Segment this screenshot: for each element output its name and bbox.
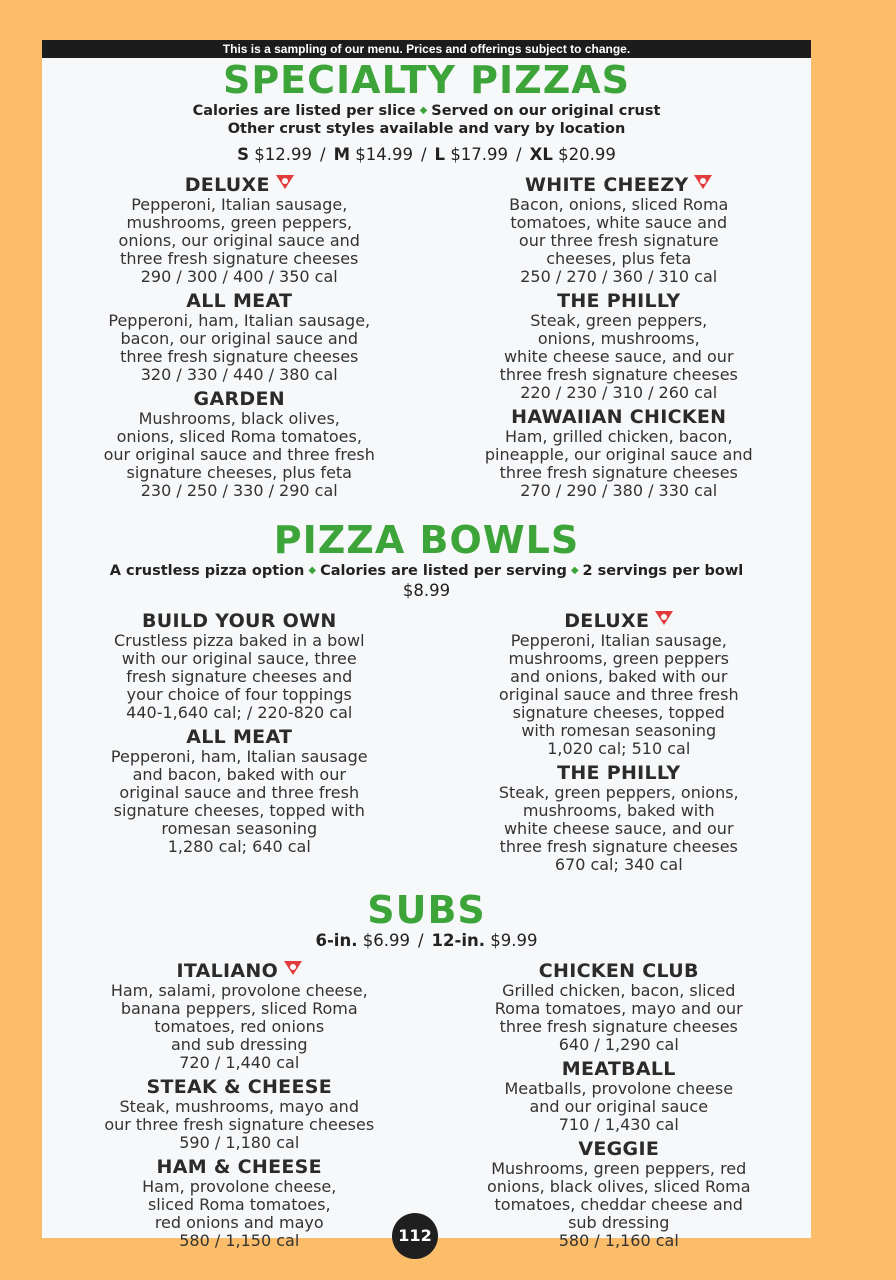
item-calories: 440-1,640 cal; / 220-820 cal [126,703,353,722]
item-description: Ham, grilled chicken, bacon, pineapple, our original sauce and three fresh signature cheeses [484,427,753,482]
diamond-icon: ◆ [570,565,579,576]
item-description: Mushrooms, green peppers, red onions, black olives, sliced Roma tomatoes, cheddar cheese and sub dressing [486,1159,751,1232]
menu-item [52,1076,427,1152]
item-name: GARDEN [193,388,285,410]
item-calories: 290 / 300 / 400 / 350 cal [140,267,338,286]
item-name: ITALIANO [176,960,279,982]
diamond-icon: ◆ [419,105,428,116]
section-subtitle [42,102,811,120]
size-price: $6.99 [362,931,410,950]
menu-item [52,388,427,500]
item-name: THE PHILLY [557,762,681,784]
item-name: ALL MEAT [186,290,293,312]
item-calories: 320 / 330 / 440 / 380 cal [140,365,338,384]
item-name: DELUXE [564,610,650,632]
menu-item [427,762,812,874]
size-price: $12.99 [254,145,313,164]
size-price: $20.99 [558,145,616,164]
item-calories: 270 / 290 / 380 / 330 cal [520,481,718,500]
item-calories: 640 / 1,290 cal [558,1035,679,1054]
menu-item [427,406,812,500]
menu-item [52,174,427,286]
section-title: PIZZA BOWLS [273,518,580,562]
calorie-note: Calories are listed per serving [320,563,567,579]
pizza-slice-icon [694,175,712,189]
item-description: Ham, provolone cheese, sliced Roma tomatoes, red onions and mayo [142,1177,337,1232]
separator: / [516,145,522,164]
item-name: VEGGIE [578,1138,660,1160]
item-calories: 230 / 250 / 330 / 290 cal [140,481,338,500]
right-column [427,610,812,878]
item-description: Steak, green peppers, onions, mushrooms, baked with white cheese sauce, and our three fresh signature cheeses [498,783,739,856]
menu-item [427,960,812,1054]
menu-item [427,1138,812,1250]
menu-item [427,1058,812,1134]
item-description: Pepperoni, Italian sausage, mushrooms, green peppers and onions, baked with our original sauce and three fresh signature cheeses, topped with romesan seasoning [498,631,739,740]
item-description: Meatballs, provolone cheese and our original sauce [504,1079,734,1116]
bowl-note: A crustless pizza option [109,563,305,579]
item-description: Steak, mushrooms, mayo and our three fresh signature cheeses [104,1097,375,1134]
size-prices [42,144,811,166]
menu-item [52,960,427,1072]
separator: / [417,931,424,950]
item-description: Pepperoni, ham, Italian sausage, bacon, our original sauce and three fresh signature cheeses [108,311,371,366]
section-title: SPECIALTY PIZZAS [222,58,631,102]
menu-item [52,290,427,384]
menu-item [52,726,427,856]
item-description: Pepperoni, ham, Italian sausage and bacon, baked with our original sauce and three fresh signature cheeses, topped with romesan seasoning [110,747,368,838]
size-label: 12-in. [431,931,486,950]
size-label: L [434,145,446,164]
bowl-price: $8.99 [402,581,451,600]
item-name: STEAK & CHEESE [146,1076,333,1098]
item-name: THE PHILLY [557,290,681,312]
size-price: $14.99 [355,145,413,164]
specialty-pizzas-section [42,60,811,504]
item-calories: 580 / 1,150 cal [179,1231,300,1250]
left-column [42,610,427,878]
menu-item [52,1156,427,1250]
size-price: $17.99 [450,145,509,164]
separator: / [320,145,326,164]
subs-section [42,890,811,1254]
item-name: HAM & CHEESE [156,1156,322,1178]
item-calories: 710 / 1,430 cal [558,1115,679,1134]
item-description: Ham, salami, provolone cheese, banana peppers, sliced Roma tomatoes, red onions and sub dressing [110,981,368,1054]
item-calories: 1,020 cal; 510 cal [547,739,691,758]
item-name: DELUXE [184,174,270,196]
left-column [42,174,427,504]
crust-styles-note: Other crust styles available and vary by location [227,121,626,137]
right-column [427,174,812,504]
size-label: S [237,145,250,164]
item-name: ALL MEAT [186,726,293,748]
sub-prices [42,930,811,952]
crust-note: Served on our original crust [431,103,661,119]
item-name: BUILD YOUR OWN [141,610,337,632]
item-calories: 590 / 1,180 cal [179,1133,300,1152]
item-calories: 250 / 270 / 360 / 310 cal [520,267,718,286]
item-name: WHITE CHEEZY [525,174,689,196]
item-name: HAWAIIAN CHICKEN [511,406,727,428]
servings-note: 2 servings per bowl [582,563,744,579]
section-title: SUBS [367,888,486,932]
item-description: Mushrooms, black olives, onions, sliced Roma tomatoes, our original sauce and three fresh signature cheeses, plus feta [103,409,375,482]
size-label: M [333,145,350,164]
item-name: CHICKEN CLUB [538,960,699,982]
section-subtitle [42,562,811,580]
calorie-note: Calories are listed per slice [192,103,416,119]
item-calories: 1,280 cal; 640 cal [167,837,311,856]
item-description: Pepperoni, Italian sausage, mushrooms, green peppers, onions, our original sauce and three fresh signature cheeses [118,195,360,268]
pizza-slice-icon [284,961,302,975]
pizza-bowls-section [42,520,811,878]
menu-item [427,290,812,402]
size-price: $9.99 [490,931,538,950]
item-calories: 720 / 1,440 cal [179,1053,300,1072]
menu-item [427,174,812,286]
page-number-badge: 112 [392,1213,438,1259]
item-description: Crustless pizza baked in a bowl with our original sauce, three fresh signature cheeses and your choice of four toppings [113,631,365,704]
item-calories: 580 / 1,160 cal [558,1231,679,1250]
menu-item [52,610,427,722]
disclaimer-banner: This is a sampling of our menu. Prices and offerings subject to change. [42,40,811,58]
pizza-slice-icon [655,611,673,625]
size-label: 6-in. [315,931,358,950]
pizza-slice-icon [276,175,294,189]
item-calories: 220 / 230 / 310 / 260 cal [520,383,718,402]
size-label: XL [529,145,553,164]
item-description: Steak, green peppers, onions, mushrooms, white cheese sauce, and our three fresh signature cheeses [499,311,738,384]
item-description: Bacon, onions, sliced Roma tomatoes, white sauce and our three fresh signature cheeses, plus feta [509,195,729,268]
item-name: MEATBALL [561,1058,676,1080]
item-description: Grilled chicken, bacon, sliced Roma tomatoes, mayo and our three fresh signature cheeses [494,981,743,1036]
separator: / [420,145,427,164]
menu-page [42,40,811,1250]
diamond-icon: ◆ [308,565,317,576]
left-column [42,960,427,1254]
item-calories: 670 cal; 340 cal [554,855,683,874]
menu-item [427,610,812,758]
right-column [427,960,812,1254]
